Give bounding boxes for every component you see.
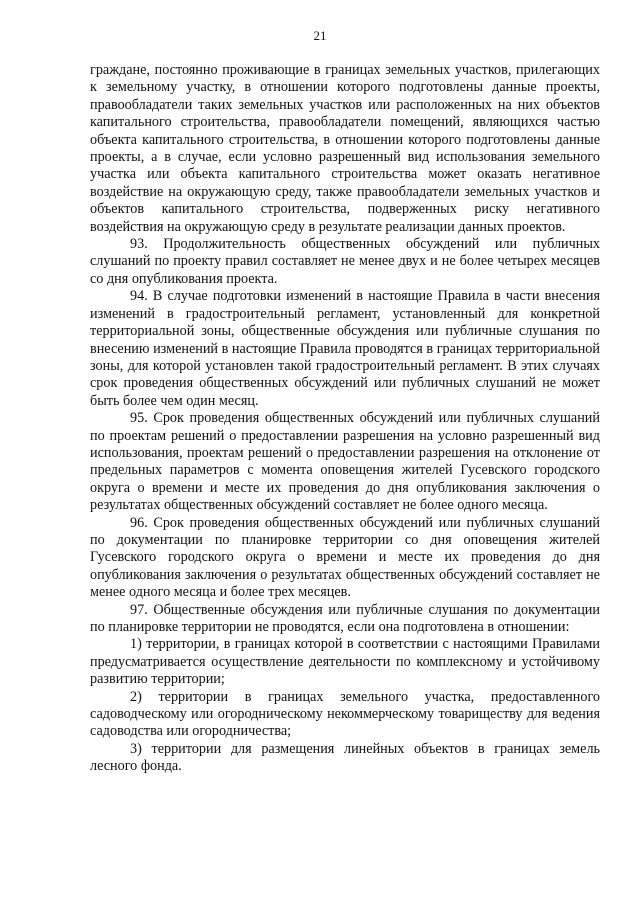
paragraph-95: 95. Срок проведения общественных обсуждений или публичных слушаний по проектам решений о предоставлении разрешения на условно разрешенный вид использования, проектам решений о предоставлении разрешения на отклонение от предельных параметров с момента оповещения жителей Гусевского городского округа о времени и месте их проведения до дня опубликования заключения о результатах общественных обсуждений составляет не более одного месяца. xyxy=(90,410,600,514)
list-item-97-3: 3) территории для размещения линейных объектов в границах земель лесного фонда. xyxy=(90,740,600,775)
list-item-97-2: 2) территории в границах земельного участка, предоставленного садоводческому или огородническому некоммерческому товариществу для ведения садоводства или огородничества; xyxy=(90,688,600,740)
document-body xyxy=(90,62,600,776)
paragraph-94: 94. В случае подготовки изменений в настоящие Правила в части внесения изменений в градостроительный регламент, установленный для конкретной территориальной зоны, общественные обсуждения или публичные слушания по внесению изменений в настоящие Правила проводятся в границах территориальной зоны, для которой установлен такой градостроительный регламент. В этих случаях срок проведения общественных обсуждений или публичных слушаний не может быть более чем один месяц. xyxy=(90,288,600,409)
page-number: 21 xyxy=(313,28,327,43)
paragraph-continuation: граждане, постоянно проживающие в границах земельных участков, прилегающих к земельному участку, в отношении которого подготовлены данные проекты, правообладатели таких земельных участков или расположенных на них объектов капитального строительства, правообладатели помещений, являющихся частью объекта капитального строительства, в отношении которого подготовлены данные проекты, а в случае, если условно разрешенный вид использования земельного участка или объекта капитального строительства может оказать негативное воздействие на окружающую среду, также правообладатели земельных участков и объектов капитального строительства, подверженных риску негативного воздействия на окружающую среду в результате реализации данных проектов. xyxy=(90,62,600,235)
paragraph-96: 96. Срок проведения общественных обсуждений или публичных слушаний по документации по планировке территории со дня оповещения жителей Гусевского городского округа о времени и месте их проведения до дня опубликования заключения о результатах общественных обсуждений составляет не менее одного месяца и более трех месяцев. xyxy=(90,514,600,601)
paragraph-93: 93. Продолжительность общественных обсуждений или публичных слушаний по проекту правил составляет не менее двух и не более четырех месяцев со дня опубликования проекта. xyxy=(90,236,600,287)
list-item-97-1: 1) территории, в границах которой в соответствии с настоящими Правилами предусматривается осуществление деятельности по комплексному и устойчивому развитию территории; xyxy=(90,636,600,688)
paragraph-97: 97. Общественные обсуждения или публичные слушания по документации по планировке территории не проводятся, если она подготовлена в отношении: xyxy=(90,601,600,635)
